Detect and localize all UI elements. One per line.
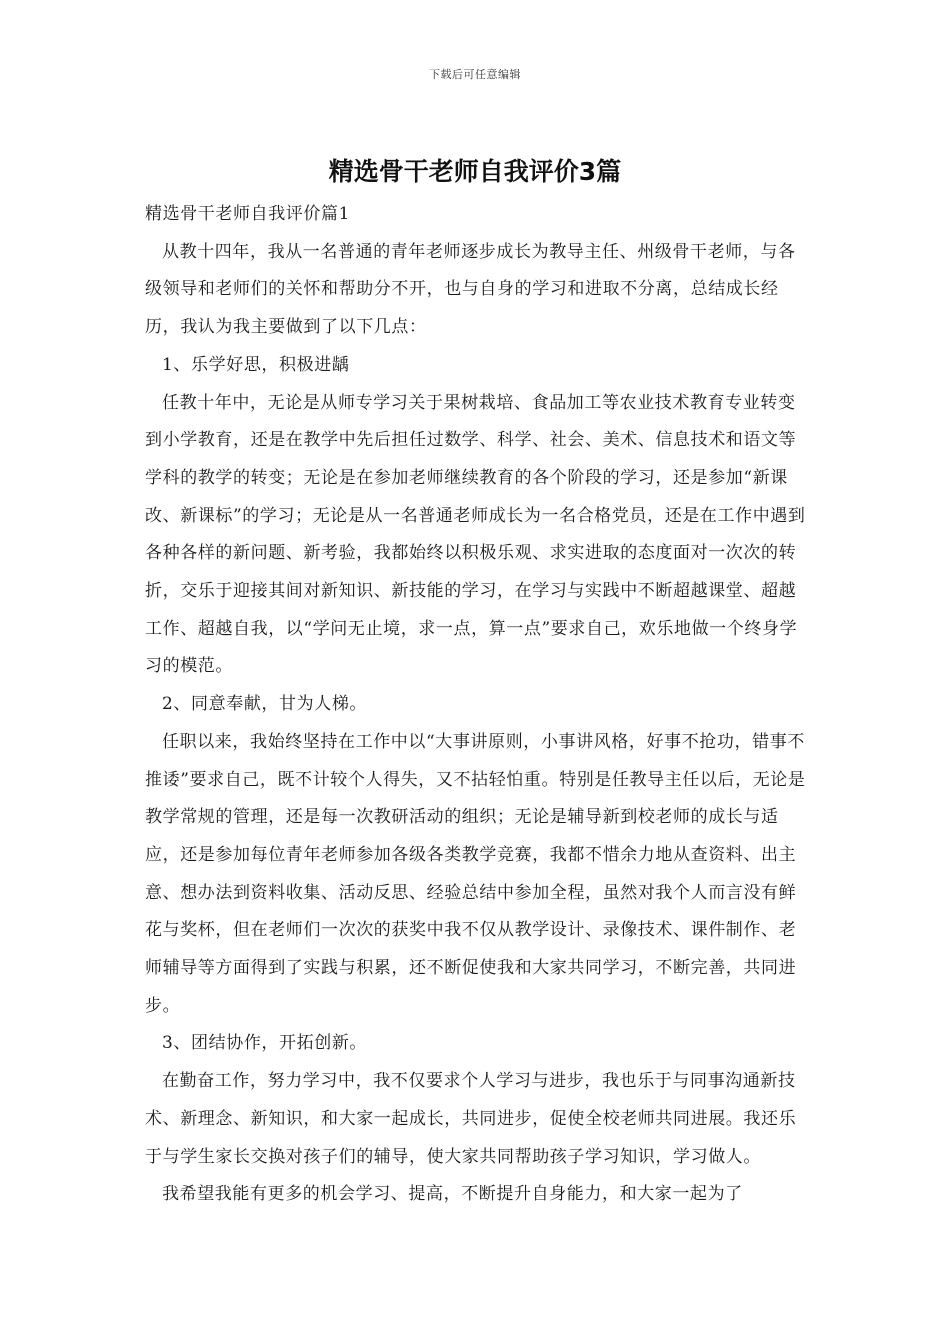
point-heading-1: 1、乐学好思，积极进龋 bbox=[162, 354, 350, 375]
document-title: 精选骨干老师自我评价3篇 bbox=[328, 157, 622, 186]
paragraph-point-3: 在勤奋工作，努力学习中，我不仅要求个人学习与进步，我也乐于与同事沟通新技术、新理念、新知识，和大家一起成长，共同进步，促使全校老师共同进展。我还乐于与学生家长交换对孩子们的辅导，使大家共同帮助孩子学习知识，学习做人。 bbox=[145, 1071, 797, 1167]
paragraph-point-2: 任职以来，我始终坚持在工作中以“大事讲原则，小事讲风格，好事不抢功，错事不推诿”要求自己，既不计较个人得失，又不拈轻怕重。特别是任教导主任以后，无论是教学常规的管理，还是每一次教研活动的组织；无论是辅导新到校老师的成长与适应，还是参加每位青年老师参加各级各类教学竞赛，我都不惜余力地从查资料、出主意、想办法到资料收集、活动反思、经验总结中参加全程，虽然对我个人而言没有鲜花与奖杯，但在老师们一次次的获奖中我不仅从教学设计、录像技术、课件制作、老师辅导等方面得到了实践与积累，还不断促使我和大家共同学习，不断完善，共同进步。 bbox=[145, 731, 806, 1016]
point-heading-3: 3、团结协作，开拓创新。 bbox=[162, 1033, 368, 1054]
point-heading-2: 2、同意奉献，甘为人梯。 bbox=[162, 694, 368, 715]
paragraph-point-1: 任教十年中，无论是从师专学习关于果树栽培、食品加工等农业技术教育专业转变到小学教育，还是在教学中先后担任过数学、科学、社会、美术、信息技术和语文等学科的教学的转变；无论是在参加老师继续教育的各个阶段的学习，还是参加“新课改、新课标”的学习；无论是从一名普通老师成长为一名合格党员，还是在工作中遇到各种各样的新问题、新考验，我都始终以积极乐观、求实进取的态度面对一次次的转折，交乐于迎接其间对新知识、新技能的学习，在学习与实践中不断超越课堂、超越工作、超越自我，以“学问无止境，求一点，算一点”要求自己，欢乐地做一个终身学习的模范。 bbox=[145, 392, 806, 677]
section-label: 精选骨干老师自我评价篇1 bbox=[145, 204, 351, 224]
paragraph-intro: 从教十四年，我从一名普通的青年老师逐步成长为教导主任、州级骨干老师，与各级领导和老师们的关怀和帮助分不开，也与自身的学习和进取不分离，总结成长经历，我认为我主要做到了以下几点： bbox=[145, 241, 796, 338]
page-header-note: 下载后可任意编辑 bbox=[429, 68, 521, 81]
paragraph-closing: 我希望我能有更多的机会学习、提高，不断提升自身能力，和大家一起为了 bbox=[162, 1184, 743, 1205]
document-body bbox=[145, 196, 813, 1214]
